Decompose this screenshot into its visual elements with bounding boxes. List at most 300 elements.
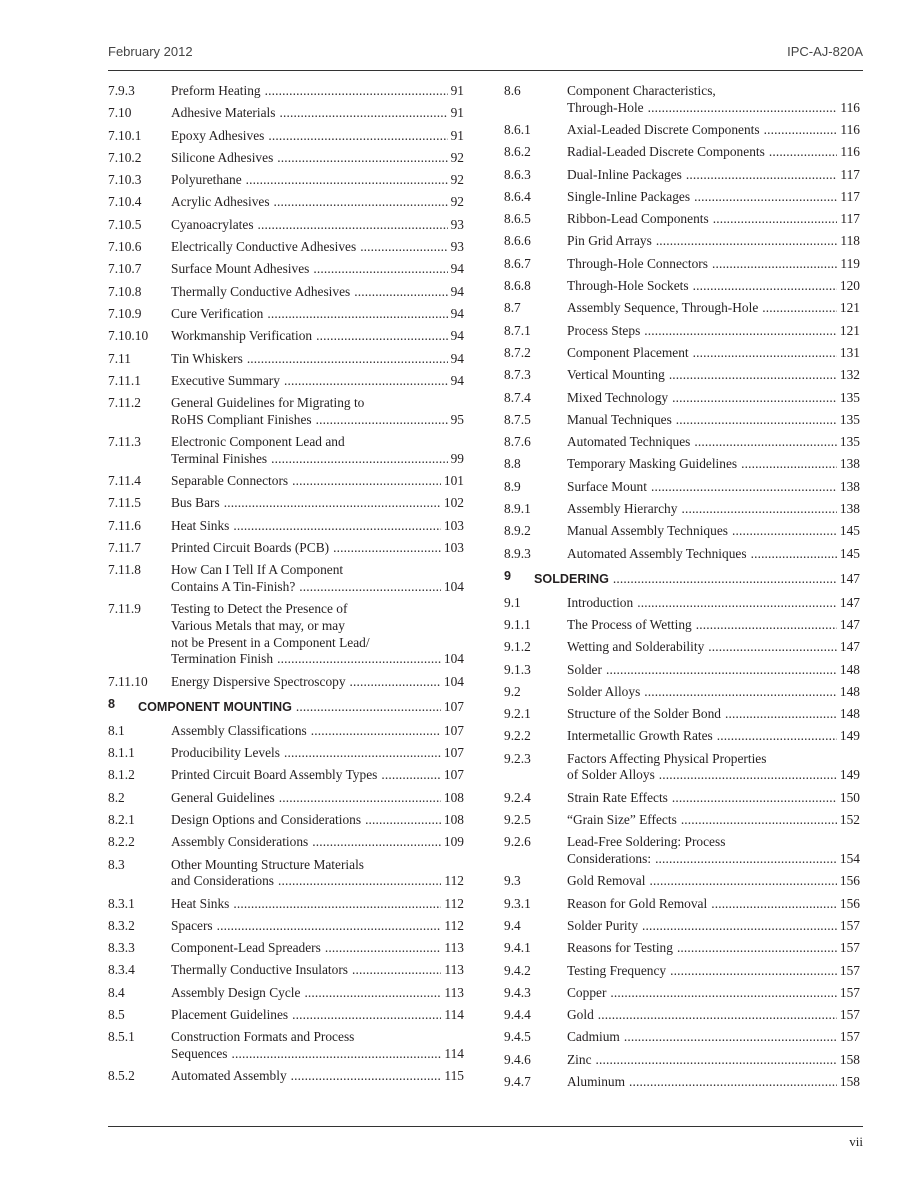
page-reference: 121 bbox=[839, 300, 860, 316]
section-number: 8.9.3 bbox=[504, 545, 531, 561]
section-number: 9 bbox=[504, 568, 512, 583]
toc-entry[interactable] bbox=[108, 857, 464, 896]
section-title: Intermetallic Growth Rates bbox=[567, 728, 713, 744]
section-number: 7.10.10 bbox=[108, 328, 149, 344]
section-number: 8.9 bbox=[504, 478, 521, 494]
section-title: Aluminum bbox=[567, 1073, 626, 1089]
toc-entry[interactable] bbox=[504, 963, 860, 985]
section-title: Copper bbox=[567, 984, 607, 1000]
section-title: Assembly Considerations bbox=[171, 834, 309, 850]
section-number: 8.3 bbox=[108, 856, 125, 872]
page-reference: 132 bbox=[839, 367, 860, 383]
toc-left-column bbox=[108, 83, 464, 1091]
toc-entry[interactable] bbox=[504, 390, 860, 412]
toc-entry[interactable] bbox=[108, 601, 464, 673]
section-title: Manual Assembly Techniques bbox=[567, 523, 728, 539]
toc-entry[interactable] bbox=[108, 540, 464, 562]
section-number: 8.6.4 bbox=[504, 188, 531, 204]
dot-leader bbox=[350, 674, 441, 691]
footer-rule bbox=[108, 1126, 863, 1127]
section-number: 8.7.1 bbox=[504, 322, 531, 338]
toc-entry[interactable] bbox=[504, 706, 860, 728]
section-number: 7.11 bbox=[108, 350, 131, 366]
toc-entry[interactable] bbox=[504, 834, 860, 873]
section-title: Assembly Design Cycle bbox=[171, 984, 301, 1000]
dot-leader bbox=[258, 217, 448, 234]
dot-leader bbox=[676, 412, 837, 429]
page-reference: 107 bbox=[443, 745, 464, 761]
section-number: 8.6.7 bbox=[504, 255, 531, 271]
toc-entry[interactable] bbox=[504, 751, 860, 790]
section-title: of Solder Alloys bbox=[567, 767, 655, 783]
dot-leader bbox=[233, 896, 441, 913]
toc-entry[interactable] bbox=[108, 1029, 464, 1068]
section-title: Factors Affecting Physical Properties bbox=[567, 750, 767, 766]
page-reference: 157 bbox=[839, 1029, 860, 1045]
toc-entry[interactable] bbox=[108, 745, 464, 767]
section-number: 7.11.1 bbox=[108, 372, 141, 388]
toc-entry[interactable] bbox=[108, 172, 464, 194]
page-reference: 93 bbox=[450, 239, 464, 255]
dot-leader bbox=[284, 373, 448, 390]
toc-entry[interactable] bbox=[108, 306, 464, 328]
page-reference: 112 bbox=[444, 917, 464, 933]
page-reference: 91 bbox=[450, 127, 464, 143]
toc-entry[interactable] bbox=[108, 918, 464, 940]
page-reference: 117 bbox=[840, 188, 860, 204]
section-title: Single-Inline Packages bbox=[567, 188, 691, 204]
page-reference: 117 bbox=[840, 211, 860, 227]
toc-entry[interactable] bbox=[504, 83, 860, 122]
section-title: Assembly Hierarchy bbox=[567, 501, 678, 517]
toc-entry[interactable] bbox=[504, 812, 860, 834]
page-reference: 115 bbox=[444, 1068, 464, 1084]
toc-entry[interactable] bbox=[504, 523, 860, 545]
page-reference: 94 bbox=[450, 305, 464, 321]
dot-leader bbox=[247, 351, 448, 368]
toc-entry[interactable] bbox=[108, 261, 464, 283]
toc-entry[interactable] bbox=[108, 790, 464, 812]
dot-leader bbox=[354, 284, 447, 301]
section-number: 8.6 bbox=[504, 83, 521, 98]
toc-entry[interactable] bbox=[504, 790, 860, 812]
toc-entry[interactable] bbox=[504, 367, 860, 389]
section-title: Placement Guidelines bbox=[171, 1007, 289, 1023]
dot-leader bbox=[278, 873, 441, 890]
toc-entry[interactable] bbox=[504, 896, 860, 918]
section-number: 7.10.5 bbox=[108, 216, 142, 232]
toc-entry[interactable] bbox=[504, 684, 860, 706]
section-title: Lead-Free Soldering: Process bbox=[567, 834, 726, 850]
section-title: Automated Assembly Techniques bbox=[567, 545, 747, 561]
section-title: not be Present in a Component Lead/ bbox=[171, 634, 370, 650]
page-reference: 147 bbox=[839, 570, 860, 586]
toc-entry[interactable] bbox=[108, 940, 464, 962]
section-title: Introduction bbox=[567, 594, 634, 610]
toc-entry[interactable] bbox=[504, 873, 860, 895]
page-reference: 158 bbox=[839, 1073, 860, 1089]
toc-entry[interactable] bbox=[108, 83, 464, 105]
section-title: Silicone Adhesives bbox=[171, 149, 274, 165]
toc-entry[interactable] bbox=[504, 278, 860, 300]
page-reference: 145 bbox=[839, 523, 860, 539]
toc-entry[interactable] bbox=[504, 617, 860, 639]
toc-entry[interactable] bbox=[108, 473, 464, 495]
page-reference: 92 bbox=[450, 149, 464, 165]
section-number: 7.9.3 bbox=[108, 83, 135, 98]
section-title: How Can I Tell If A Component bbox=[171, 562, 344, 578]
toc-entry[interactable] bbox=[504, 501, 860, 523]
toc-entry[interactable] bbox=[108, 105, 464, 127]
dot-leader bbox=[725, 706, 837, 723]
toc-entry[interactable] bbox=[504, 1007, 860, 1029]
section-title: Epoxy Adhesives bbox=[171, 127, 265, 143]
header-date: February 2012 bbox=[108, 44, 193, 59]
section-number: 8.5 bbox=[108, 1007, 125, 1023]
section-number: 8.6.1 bbox=[504, 122, 531, 137]
page-reference: 103 bbox=[443, 540, 464, 556]
toc-entry[interactable] bbox=[108, 518, 464, 540]
section-number: 8.2.1 bbox=[108, 811, 135, 827]
toc-entry[interactable] bbox=[108, 1007, 464, 1029]
section-number: 8.3.3 bbox=[108, 940, 135, 956]
toc-entry[interactable] bbox=[108, 328, 464, 350]
section-title: “Grain Size” Effects bbox=[567, 812, 677, 828]
toc-entry[interactable] bbox=[108, 834, 464, 856]
toc-entry[interactable] bbox=[504, 662, 860, 684]
page-reference: 131 bbox=[839, 344, 860, 360]
toc-right-column bbox=[504, 83, 860, 1096]
section-number: 8.6.3 bbox=[504, 166, 531, 182]
toc-entry[interactable] bbox=[504, 144, 860, 166]
section-number: 9.4.4 bbox=[504, 1007, 531, 1023]
section-number: 9.4.2 bbox=[504, 962, 531, 978]
section-title: Zinc bbox=[567, 1051, 592, 1067]
page-reference: 92 bbox=[450, 194, 464, 210]
page-reference: 94 bbox=[450, 372, 464, 388]
section-number: 9.4.7 bbox=[504, 1073, 531, 1089]
section-number: 7.11.5 bbox=[108, 495, 141, 511]
section-title: Considerations: bbox=[567, 851, 652, 867]
toc-entry[interactable] bbox=[108, 194, 464, 216]
dot-leader bbox=[644, 684, 837, 701]
toc-entry[interactable] bbox=[504, 256, 860, 278]
toc-entry[interactable] bbox=[504, 233, 860, 255]
section-title: Separable Connectors bbox=[171, 473, 289, 489]
section-number: 8 bbox=[108, 697, 116, 712]
toc-entry[interactable] bbox=[504, 211, 860, 233]
dot-leader bbox=[677, 940, 837, 957]
section-title: Other Mounting Structure Materials bbox=[171, 856, 365, 872]
page-reference: 138 bbox=[839, 478, 860, 494]
section-number: 8.3.4 bbox=[108, 962, 135, 978]
section-number: 9.1.1 bbox=[504, 616, 531, 632]
toc-entry[interactable] bbox=[108, 985, 464, 1007]
section-number: 9.2 bbox=[504, 683, 521, 699]
section-title: Termination Finish bbox=[171, 651, 274, 667]
section-title: Assembly Sequence, Through-Hole bbox=[567, 300, 759, 316]
section-title: Gold Removal bbox=[567, 873, 646, 889]
dot-leader bbox=[304, 985, 441, 1002]
section-title: Producibility Levels bbox=[171, 745, 280, 761]
section-number: 8.7.6 bbox=[504, 434, 531, 450]
section-title: Component Placement bbox=[567, 344, 689, 360]
dot-leader bbox=[751, 546, 837, 563]
section-number: 7.11.2 bbox=[108, 395, 141, 411]
toc-entry[interactable] bbox=[108, 562, 464, 601]
dot-leader bbox=[648, 100, 838, 117]
dot-leader bbox=[655, 851, 837, 868]
section-title: Testing to Detect the Presence of bbox=[171, 601, 348, 617]
toc-chapter-entry[interactable] bbox=[108, 696, 464, 723]
section-title: Cadmium bbox=[567, 1029, 620, 1045]
dot-leader bbox=[277, 150, 447, 167]
section-title: Through-Hole bbox=[567, 99, 644, 115]
page-reference: 94 bbox=[450, 350, 464, 366]
section-title: Heat Sinks bbox=[171, 895, 230, 911]
dot-leader bbox=[279, 790, 441, 807]
dot-leader bbox=[299, 579, 441, 596]
dot-leader bbox=[312, 834, 441, 851]
dot-leader bbox=[672, 790, 837, 807]
dot-leader bbox=[670, 963, 837, 980]
toc-entry[interactable] bbox=[108, 217, 464, 239]
section-title: General Guidelines for Migrating to bbox=[171, 395, 365, 411]
toc-entry[interactable] bbox=[504, 546, 860, 568]
page-reference: 104 bbox=[443, 651, 464, 667]
section-title: Cure Verification bbox=[171, 305, 264, 321]
toc-entry[interactable] bbox=[108, 1068, 464, 1090]
dot-leader bbox=[769, 144, 838, 161]
section-number: 8.7.5 bbox=[504, 411, 531, 427]
toc-entry[interactable] bbox=[504, 985, 860, 1007]
header-rule bbox=[108, 70, 863, 71]
page-reference: 116 bbox=[840, 122, 860, 137]
section-number: 9.1.3 bbox=[504, 661, 531, 677]
toc-entry[interactable] bbox=[108, 284, 464, 306]
toc-entry[interactable] bbox=[108, 674, 464, 696]
dot-leader bbox=[233, 518, 441, 535]
toc-entry[interactable] bbox=[504, 456, 860, 478]
toc-entry[interactable] bbox=[504, 300, 860, 322]
dot-leader bbox=[274, 194, 448, 211]
section-number: 7.10.1 bbox=[108, 127, 142, 143]
dot-leader bbox=[629, 1074, 837, 1091]
section-title: Bus Bars bbox=[171, 495, 220, 511]
section-number: 7.10.3 bbox=[108, 172, 142, 188]
dot-leader bbox=[694, 189, 837, 206]
dot-leader bbox=[232, 1046, 442, 1063]
toc-entry[interactable] bbox=[504, 122, 860, 144]
dot-leader bbox=[313, 261, 447, 278]
dot-leader bbox=[277, 651, 441, 668]
section-number: 8.9.2 bbox=[504, 523, 531, 539]
toc-entry[interactable] bbox=[504, 918, 860, 940]
toc-entry[interactable] bbox=[108, 962, 464, 984]
dot-leader bbox=[333, 540, 441, 557]
page-reference: 147 bbox=[839, 616, 860, 632]
toc-entry[interactable] bbox=[108, 495, 464, 517]
dot-leader bbox=[713, 211, 838, 228]
toc-entry[interactable] bbox=[108, 351, 464, 373]
page-reference: 147 bbox=[839, 639, 860, 655]
section-number: 9.1 bbox=[504, 594, 521, 610]
toc-entry[interactable] bbox=[108, 128, 464, 150]
page-reference: 113 bbox=[444, 940, 464, 956]
section-title: Contains A Tin-Finish? bbox=[171, 579, 296, 595]
page-reference: 149 bbox=[839, 767, 860, 783]
section-number: 9.2.2 bbox=[504, 728, 531, 744]
section-number: 7.10.6 bbox=[108, 239, 142, 255]
section-title: Automated Techniques bbox=[567, 434, 691, 450]
section-title: Cyanoacrylates bbox=[171, 216, 254, 232]
toc-entry[interactable] bbox=[504, 345, 860, 367]
section-number: 7.10 bbox=[108, 105, 132, 121]
page-reference: 157 bbox=[839, 984, 860, 1000]
toc-entry[interactable] bbox=[108, 373, 464, 395]
page-reference: 102 bbox=[443, 495, 464, 511]
section-title: Component Characteristics, bbox=[567, 83, 716, 98]
page-reference: 116 bbox=[840, 99, 860, 115]
section-title: Manual Techniques bbox=[567, 411, 672, 427]
section-number: 8.1 bbox=[108, 722, 125, 738]
section-title: Executive Summary bbox=[171, 372, 280, 388]
section-number: 7.10.8 bbox=[108, 283, 142, 299]
toc-entry[interactable] bbox=[504, 167, 860, 189]
page-reference: 148 bbox=[839, 706, 860, 722]
section-number: 9.1.2 bbox=[504, 639, 531, 655]
dot-leader bbox=[693, 345, 837, 362]
toc-entry[interactable] bbox=[504, 1029, 860, 1051]
page-reference: 156 bbox=[839, 873, 860, 889]
page-reference: 114 bbox=[444, 1007, 464, 1023]
toc-entry[interactable] bbox=[504, 1052, 860, 1074]
toc-entry[interactable] bbox=[108, 767, 464, 789]
dot-leader bbox=[246, 172, 448, 189]
section-number: 8.7 bbox=[504, 300, 521, 316]
toc-entry[interactable] bbox=[108, 434, 464, 473]
toc-entry[interactable] bbox=[108, 723, 464, 745]
dot-leader bbox=[217, 918, 442, 935]
page-reference: 157 bbox=[839, 940, 860, 956]
dot-leader bbox=[644, 323, 837, 340]
page-reference: 108 bbox=[443, 811, 464, 827]
dot-leader bbox=[613, 571, 837, 588]
section-number: 9.2.3 bbox=[504, 750, 531, 766]
toc-entry[interactable] bbox=[504, 595, 860, 617]
dot-leader bbox=[284, 745, 441, 762]
section-title: Surface Mount bbox=[567, 478, 647, 494]
toc-entry[interactable] bbox=[504, 728, 860, 750]
dot-leader bbox=[267, 306, 447, 323]
page-reference: 104 bbox=[443, 579, 464, 595]
dot-leader bbox=[624, 1029, 837, 1046]
section-number: 8.6.2 bbox=[504, 144, 531, 160]
section-title: Reasons for Testing bbox=[567, 940, 673, 956]
section-title: General Guidelines bbox=[171, 789, 275, 805]
dot-leader bbox=[656, 233, 838, 250]
toc-entry[interactable] bbox=[504, 189, 860, 211]
dot-leader bbox=[224, 495, 441, 512]
section-number: 7.10.9 bbox=[108, 305, 142, 321]
dot-leader bbox=[711, 896, 837, 913]
section-title: Solder Alloys bbox=[567, 683, 641, 699]
section-title: Wetting and Solderability bbox=[567, 639, 705, 655]
toc-entry[interactable] bbox=[504, 1074, 860, 1096]
page-reference: 138 bbox=[839, 501, 860, 517]
section-title: Radial-Leaded Discrete Components bbox=[567, 144, 765, 160]
section-number: 7.11.4 bbox=[108, 473, 141, 489]
toc-entry[interactable] bbox=[108, 896, 464, 918]
section-number: 9.2.6 bbox=[504, 834, 531, 850]
section-number: 7.10.2 bbox=[108, 149, 142, 165]
page-reference: 120 bbox=[839, 278, 860, 294]
section-title: Gold bbox=[567, 1007, 594, 1023]
toc-entry[interactable] bbox=[504, 639, 860, 661]
page-number: vii bbox=[849, 1134, 863, 1149]
section-title: Energy Dispersive Spectroscopy bbox=[171, 673, 346, 689]
section-title: Process Steps bbox=[567, 322, 641, 338]
toc-entry[interactable] bbox=[504, 412, 860, 434]
toc-entry[interactable] bbox=[108, 239, 464, 261]
toc-entry[interactable] bbox=[504, 479, 860, 501]
section-title: Ribbon-Lead Components bbox=[567, 211, 709, 227]
dot-leader bbox=[681, 812, 837, 829]
dot-leader bbox=[712, 256, 837, 273]
toc-chapter-entry[interactable] bbox=[504, 568, 860, 595]
section-title: Printed Circuit Board Assembly Types bbox=[171, 767, 378, 783]
toc-entry[interactable] bbox=[504, 434, 860, 456]
dot-leader bbox=[642, 918, 837, 935]
page-reference: 112 bbox=[444, 895, 464, 911]
dot-leader bbox=[732, 523, 837, 540]
page-reference: 138 bbox=[839, 456, 860, 472]
dot-leader bbox=[717, 728, 837, 745]
dot-leader bbox=[598, 1007, 837, 1024]
page-reference: 107 bbox=[443, 722, 464, 738]
page-reference: 152 bbox=[839, 812, 860, 828]
page-reference: 157 bbox=[839, 1007, 860, 1023]
dot-leader bbox=[762, 300, 837, 317]
toc-entry[interactable] bbox=[108, 812, 464, 834]
section-title: Adhesive Materials bbox=[171, 105, 276, 121]
toc-entry[interactable] bbox=[504, 940, 860, 962]
toc-entry[interactable] bbox=[108, 395, 464, 434]
toc-entry[interactable] bbox=[108, 150, 464, 172]
section-number: 8.6.5 bbox=[504, 211, 531, 227]
page-reference: 157 bbox=[839, 917, 860, 933]
dot-leader bbox=[610, 985, 836, 1002]
section-number: 8.4 bbox=[108, 984, 125, 1000]
page-reference: 94 bbox=[450, 283, 464, 299]
toc-entry[interactable] bbox=[504, 323, 860, 345]
page-reference: 117 bbox=[840, 166, 860, 182]
dot-leader bbox=[741, 456, 837, 473]
section-number: 8.1.2 bbox=[108, 767, 135, 783]
page-reference: 107 bbox=[443, 767, 464, 783]
section-number: 7.11.10 bbox=[108, 673, 148, 689]
dot-leader bbox=[606, 662, 837, 679]
dot-leader bbox=[316, 412, 448, 429]
section-number: 8.1.1 bbox=[108, 745, 135, 761]
section-title: Thermally Conductive Adhesives bbox=[171, 283, 351, 299]
section-title: Automated Assembly bbox=[171, 1068, 287, 1084]
section-title: Electrically Conductive Adhesives bbox=[171, 239, 357, 255]
page-reference: 150 bbox=[839, 789, 860, 805]
page-reference: 91 bbox=[450, 105, 464, 121]
header-document-id: IPC-AJ-820A bbox=[787, 44, 863, 59]
dot-leader bbox=[696, 617, 837, 634]
